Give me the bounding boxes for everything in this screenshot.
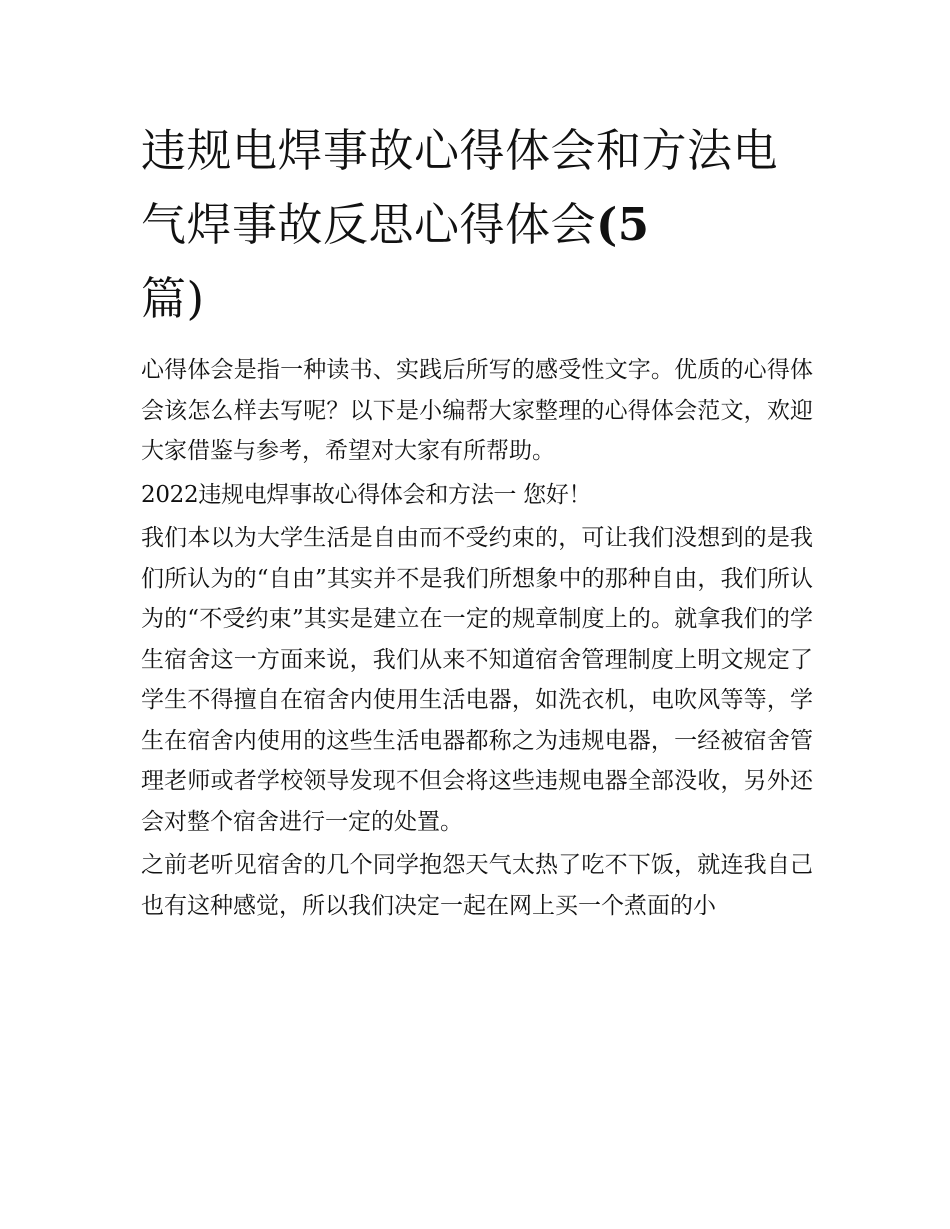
- body-paragraph: 我们本以为大学生活是自由而不受约束的，可让我们没想到的是我们所认为的“自由”其实并不是我们所想象中的那种自由，我们所认为的“不受约束”其实是建立在一定的规章制度上的。就拿我们的学生宿舍这一方面来说，我们从来不知道宿舍管理制度上明文规定了学生不得擅自在宿舍内使用生活电器，如洗衣机，电吹风等等，学生在宿舍内使用的这些生活电器都称之为违规电器，一经被宿舍管理老师或者学校领导发现不但会将这些违规电器全部没收，另外还会对整个宿舍进行一定的处置。: [141, 525, 813, 835]
- title-main-text: 违规电焊事故心得体会和方法电气焊事故反思心得体会: [141, 124, 779, 251]
- document-body: [141, 114, 813, 929]
- section-heading: 2022违规电焊事故心得体会和方法一 您好！: [141, 481, 592, 508]
- title-end-text: 篇): [141, 272, 205, 325]
- intro-paragraph: 心得体会是指一种读书、实践后所写的感受性文字。优质的心得体会该怎么样去写呢？以下是小编帮大家整理的心得体会范文，欢迎大家借鉴与参考，希望对大家有所帮助。: [141, 357, 813, 464]
- body-paragraph: 之前老听见宿舍的几个同学抱怨天气太热了吃不下饭，就连我自己也有这种感觉，所以我们决定一起在网上买一个煮面的小: [141, 852, 813, 919]
- document-title: [141, 114, 813, 336]
- title-suffix-text: (5: [596, 198, 650, 251]
